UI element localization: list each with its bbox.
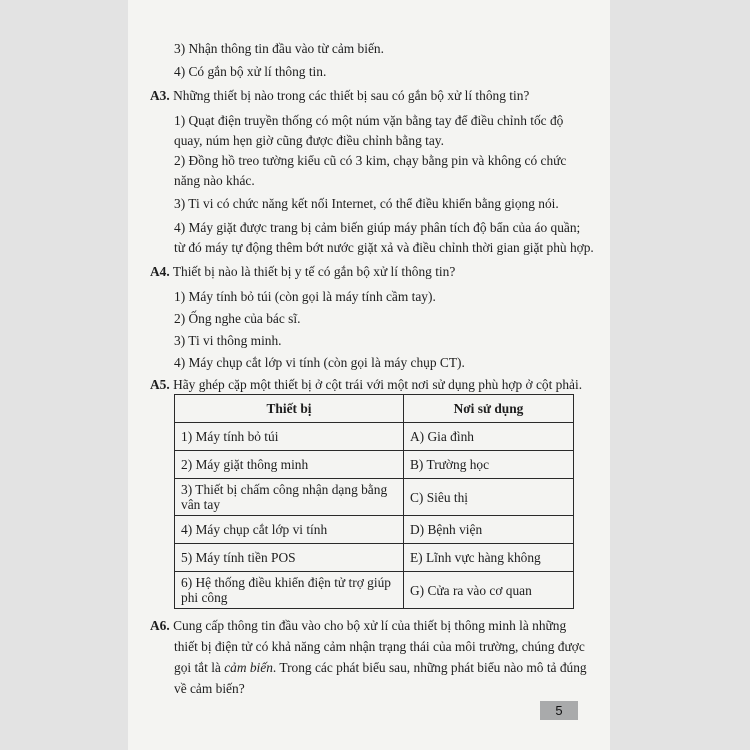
question-a3-text: Những thiết bị nào trong các thiết bị sau có gắn bộ xử lí thông tin?	[169, 88, 530, 103]
a3-line: năng nào khác.	[174, 173, 255, 188]
table-cell-place: G) Cửa ra vào cơ quan	[404, 572, 574, 609]
table-row	[175, 572, 574, 609]
page-number: 5	[540, 701, 578, 720]
a4-option: 3) Ti vi thông minh.	[174, 333, 282, 348]
a6-term-sensor: cảm biến	[224, 660, 273, 675]
table-row	[175, 479, 574, 516]
question-a4-label: A4.	[150, 264, 170, 279]
a6-line: thiết bị điện tử có khả năng cảm nhận trạng thái của môi trường, chúng được	[174, 639, 585, 654]
a4-option: 2) Ống nghe của bác sĩ.	[174, 311, 301, 326]
a3-line: 3) Ti vi có chức năng kết nối Internet, có thể điều khiển bằng giọng nói.	[174, 196, 559, 211]
table-cell-device: 1) Máy tính bỏ túi	[175, 423, 404, 451]
a6-line3-start: gọi tắt là	[174, 660, 225, 675]
table-cell-place: E) Lĩnh vực hàng không	[404, 544, 574, 572]
question-a3	[150, 88, 529, 104]
question-a5-label: A5.	[150, 377, 170, 392]
question-a6	[150, 618, 566, 634]
question-a6-label: A6.	[150, 618, 170, 633]
table-cell-place: D) Bệnh viện	[404, 516, 574, 544]
question-a3-label: A3.	[150, 88, 170, 103]
question-a4	[150, 264, 455, 280]
a4-option: 1) Máy tính bỏ túi (còn gọi là máy tính cầm tay).	[174, 289, 436, 304]
a4-option: 4) Máy chụp cắt lớp vi tính (còn gọi là máy chụp CT).	[174, 355, 465, 370]
table-row	[175, 423, 574, 451]
a3-line: 2) Đồng hồ treo tường kiểu cũ có 3 kim, chạy bằng pin và không có chức	[174, 153, 567, 168]
table-row	[175, 544, 574, 572]
a3-line: 1) Quạt điện truyền thống có một núm vặn bằng tay để điều chỉnh tốc độ	[174, 113, 564, 128]
table-cell-device: 5) Máy tính tiền POS	[175, 544, 404, 572]
a3-line: 4) Máy giặt được trang bị cảm biến giúp máy phân tích độ bẩn của áo quần;	[174, 220, 581, 235]
a3-line: quay, núm hẹn giờ cũng được điều chỉnh bằng tay.	[174, 133, 444, 148]
a6-line	[174, 660, 587, 676]
table-cell-device: 3) Thiết bị chấm công nhận dạng bằng vân tay	[175, 479, 404, 516]
table-cell-device: 2) Máy giặt thông minh	[175, 451, 404, 479]
table-cell-place: C) Siêu thị	[404, 479, 574, 516]
table-cell-place: A) Gia đình	[404, 423, 574, 451]
a6-line3-end: . Trong các phát biểu sau, những phát biểu nào mô tả đúng	[272, 660, 587, 675]
table-cell-device: 6) Hệ thống điều khiển điện tử trợ giúp phi công	[175, 572, 404, 609]
table-header: Nơi sử dụng	[404, 395, 574, 423]
intro-item-4: 4) Có gắn bộ xử lí thông tin.	[174, 64, 327, 79]
table-row	[175, 516, 574, 544]
a6-line: về cảm biến?	[174, 681, 245, 696]
question-a5-text: Hãy ghép cặp một thiết bị ở cột trái với một nơi sử dụng phù hợp ở cột phải.	[169, 377, 583, 392]
table-header-row	[175, 395, 574, 423]
table-cell-device: 4) Máy chụp cắt lớp vi tính	[175, 516, 404, 544]
matching-table	[174, 394, 574, 609]
table-cell-place: B) Trường học	[404, 451, 574, 479]
question-a5	[150, 377, 582, 393]
intro-item-3: 3) Nhận thông tin đầu vào từ cảm biến.	[174, 41, 384, 56]
table-row	[175, 451, 574, 479]
question-a4-text: Thiết bị nào là thiết bị y tế có gắn bộ xử lí thông tin?	[169, 264, 456, 279]
table-header: Thiết bị	[175, 395, 404, 423]
question-a6-text: Cung cấp thông tin đầu vào cho bộ xử lí của thiết bị thông minh là những	[169, 618, 567, 633]
a3-line: từ đó máy tự động thêm bớt nước giặt xả và điều chỉnh thời gian giặt phù hợp.	[174, 240, 594, 255]
